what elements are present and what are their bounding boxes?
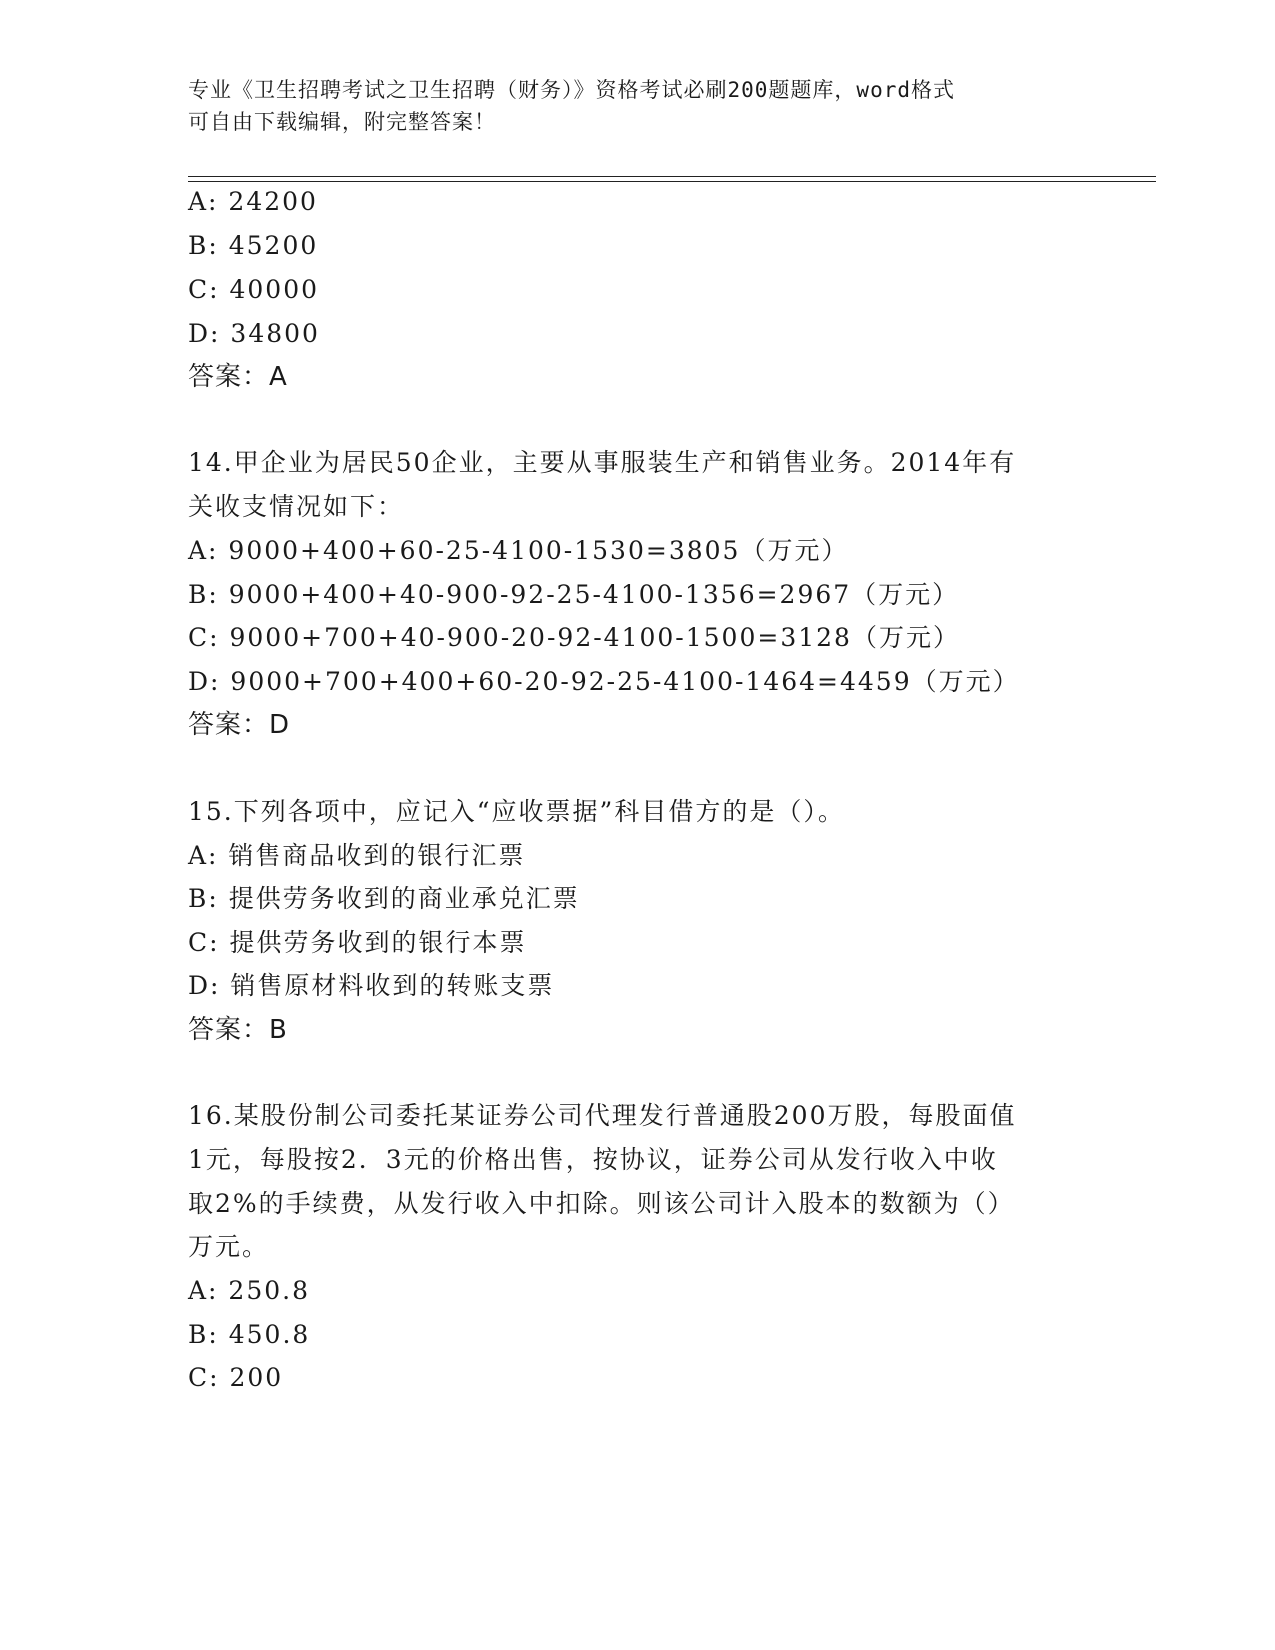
q16-option-b: B: 450.8 (188, 1320, 311, 1349)
q16-option-a: A: 250.8 (188, 1276, 310, 1305)
q16-stem-line-4: 万元。 (188, 1232, 270, 1261)
q16-stem-line-1: 16.某股份制公司委托某证券公司代理发行普通股200万股，每股面值 (188, 1101, 1017, 1130)
q14-option-d: D: 9000+700+400+60-20-92-25-4100-1464=4459（万元） (188, 667, 1020, 696)
q13-option-a: A: 24200 (188, 187, 318, 216)
q14-stem-line-2: 关收支情况如下： (188, 492, 405, 521)
q15-option-c: C: 提供劳务收到的银行本票 (188, 928, 527, 957)
q13-option-b: B: 45200 (188, 231, 319, 260)
header-divider-bottom (188, 181, 1156, 182)
q14-answer: 答案：D (188, 710, 291, 740)
q14-option-b: B: 9000+400+40-900-92-25-4100-1356=2967（万元） (188, 580, 960, 609)
q15-option-a: A: 销售商品收到的银行汇票 (188, 841, 526, 870)
q14-option-c: C: 9000+700+40-900-20-92-4100-1500=3128（万元） (188, 623, 960, 652)
document-header (188, 74, 1088, 138)
q13-answer: 答案：A (188, 362, 288, 392)
q15-option-b: B: 提供劳务收到的商业承兑汇票 (188, 884, 580, 913)
q16-stem-line-3: 取2%的手续费，从发行收入中扣除。则该公司计入股本的数额为（） (188, 1189, 1015, 1218)
q14-stem-line-1: 14.甲企业为居民50企业，主要从事服装生产和销售业务。2014年有 (188, 448, 1017, 477)
q16-stem-line-2: 1元，每股按2．3元的价格出售，按协议，证券公司从发行收入中收 (188, 1145, 998, 1174)
q15-answer: 答案：B (188, 1015, 288, 1045)
q16-option-c: C: 200 (188, 1363, 284, 1392)
q14-option-a: A: 9000+400+60-25-4100-1530=3805（万元） (188, 536, 849, 565)
q15-stem-line-1: 15.下列各项中，应记入“应收票据”科目借方的是（）。 (188, 797, 845, 826)
header-title-line-2: 可自由下载编辑，附完整答案！ (188, 110, 496, 134)
q15-option-d: D: 销售原材料收到的转账支票 (188, 971, 555, 1000)
header-divider-top (188, 176, 1156, 177)
q13-option-c: C: 40000 (188, 275, 320, 304)
header-title-line-1: 专业《卫生招聘考试之卫生招聘（财务）》资格考试必刷200题题库，word格式 (188, 78, 955, 102)
q13-option-d: D: 34800 (188, 319, 320, 348)
